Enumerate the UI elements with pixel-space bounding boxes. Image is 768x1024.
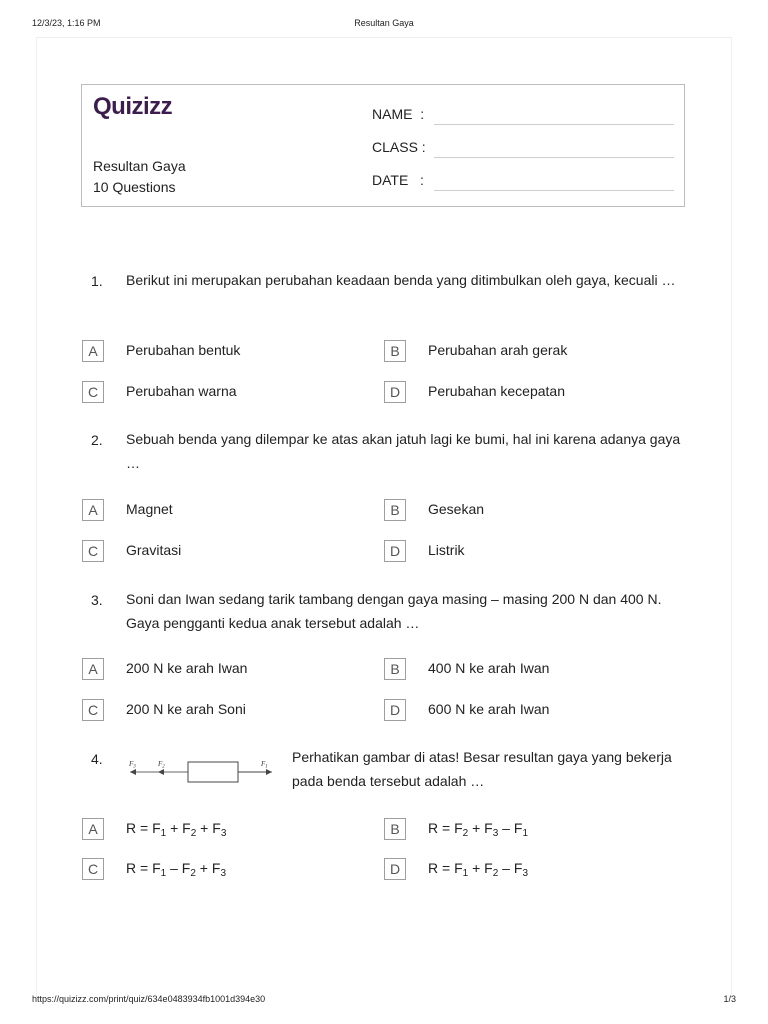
class-line[interactable] (434, 157, 674, 158)
f2-label: $F_2$ (158, 760, 165, 770)
option-letter: C (82, 699, 104, 721)
print-date: 12/3/23, 1:16 PM (32, 18, 101, 28)
print-title: Resultan Gaya (354, 18, 414, 28)
option-text: 600 N ke arah Iwan (428, 701, 550, 717)
name-label: NAME : (372, 106, 425, 122)
option-letter: A (82, 818, 104, 840)
option-letter: D (384, 540, 406, 562)
question-number: 3. (91, 592, 103, 608)
option-text: Perubahan bentuk (126, 342, 241, 358)
option-text: Perubahan warna (126, 383, 237, 399)
option-text: 200 N ke arah Soni (126, 701, 246, 717)
option-text: $R = F_2 + F_3 - F_1$ (428, 820, 528, 839)
option-letter: A (82, 658, 104, 680)
name-line[interactable] (434, 124, 674, 125)
option-letter: D (384, 858, 406, 880)
force-diagram (126, 758, 276, 788)
option-letter: B (384, 658, 406, 680)
option-text: Gesekan (428, 501, 485, 517)
class-label: CLASS : (372, 139, 426, 155)
date-label: DATE : (372, 172, 424, 188)
option-text: Gravitasi (126, 542, 182, 558)
option-text: $R = F_1 + F_2 + F_3$ (126, 820, 227, 839)
class-field[interactable] (372, 133, 674, 157)
option-text: Magnet (126, 501, 173, 517)
question-text: Berikut ini merupakan perubahan keadaan benda yang ditimbulkan oleh gaya, kecuali … (126, 272, 676, 288)
question-text: Perhatikan gambar di atas! Besar resultan gaya yang bekerja pada benda tersebut adalah … (292, 749, 672, 789)
print-header (32, 18, 736, 32)
f2-arrowhead (158, 769, 164, 775)
f1-arrowhead (266, 769, 272, 775)
option-text: $R = F_1 + F_2 - F_3$ (428, 860, 528, 879)
option-letter: A (82, 340, 104, 362)
question-text: Soni dan Iwan sedang tarik tambang dengan gaya masing – masing 200 N dan 400 N. Gaya pengganti kedua anak tersebut adalah … (126, 591, 662, 631)
option-letter: A (82, 499, 104, 521)
f1-label: $F_1$ (261, 760, 268, 770)
option-text: 400 N ke arah Iwan (428, 660, 550, 676)
page-number: 1/3 (723, 994, 736, 1004)
option-letter: C (82, 381, 104, 403)
question-number: 2. (91, 432, 103, 448)
date-line[interactable] (434, 190, 674, 191)
option-text: $R = F_1 - F_2 + F_3$ (126, 860, 226, 879)
quiz-title: Resultan Gaya (93, 158, 186, 174)
option-text: Listrik (428, 542, 465, 558)
question-number: 4. (91, 751, 103, 767)
option-text: Perubahan kecepatan (428, 383, 565, 399)
question-count: 10 Questions (93, 179, 176, 195)
option-letter: D (384, 381, 406, 403)
option-letter: B (384, 499, 406, 521)
question-number: 1. (91, 273, 103, 289)
f3-label: $F_3$ (129, 760, 136, 770)
option-letter: D (384, 699, 406, 721)
option-letter: B (384, 340, 406, 362)
quiz-header-box (81, 84, 685, 207)
option-text: Perubahan arah gerak (428, 342, 568, 358)
option-letter: C (82, 540, 104, 562)
option-letter: C (82, 858, 104, 880)
question-text: Sebuah benda yang dilempar ke atas akan jatuh lagi ke bumi, hal ini karena adanya gaya … (126, 431, 681, 471)
object-box (188, 762, 238, 782)
date-field[interactable] (372, 166, 674, 190)
option-text: 200 N ke arah Iwan (126, 660, 248, 676)
print-footer (32, 994, 736, 1008)
name-field[interactable] (372, 100, 674, 124)
print-url: https://quizizz.com/print/quiz/634e0483934fb1001d394e30 (32, 994, 266, 1004)
logo-text: Quizizz (93, 93, 173, 120)
option-letter: B (384, 818, 406, 840)
f3-arrowhead (130, 769, 136, 775)
quizizz-logo (93, 93, 172, 121)
